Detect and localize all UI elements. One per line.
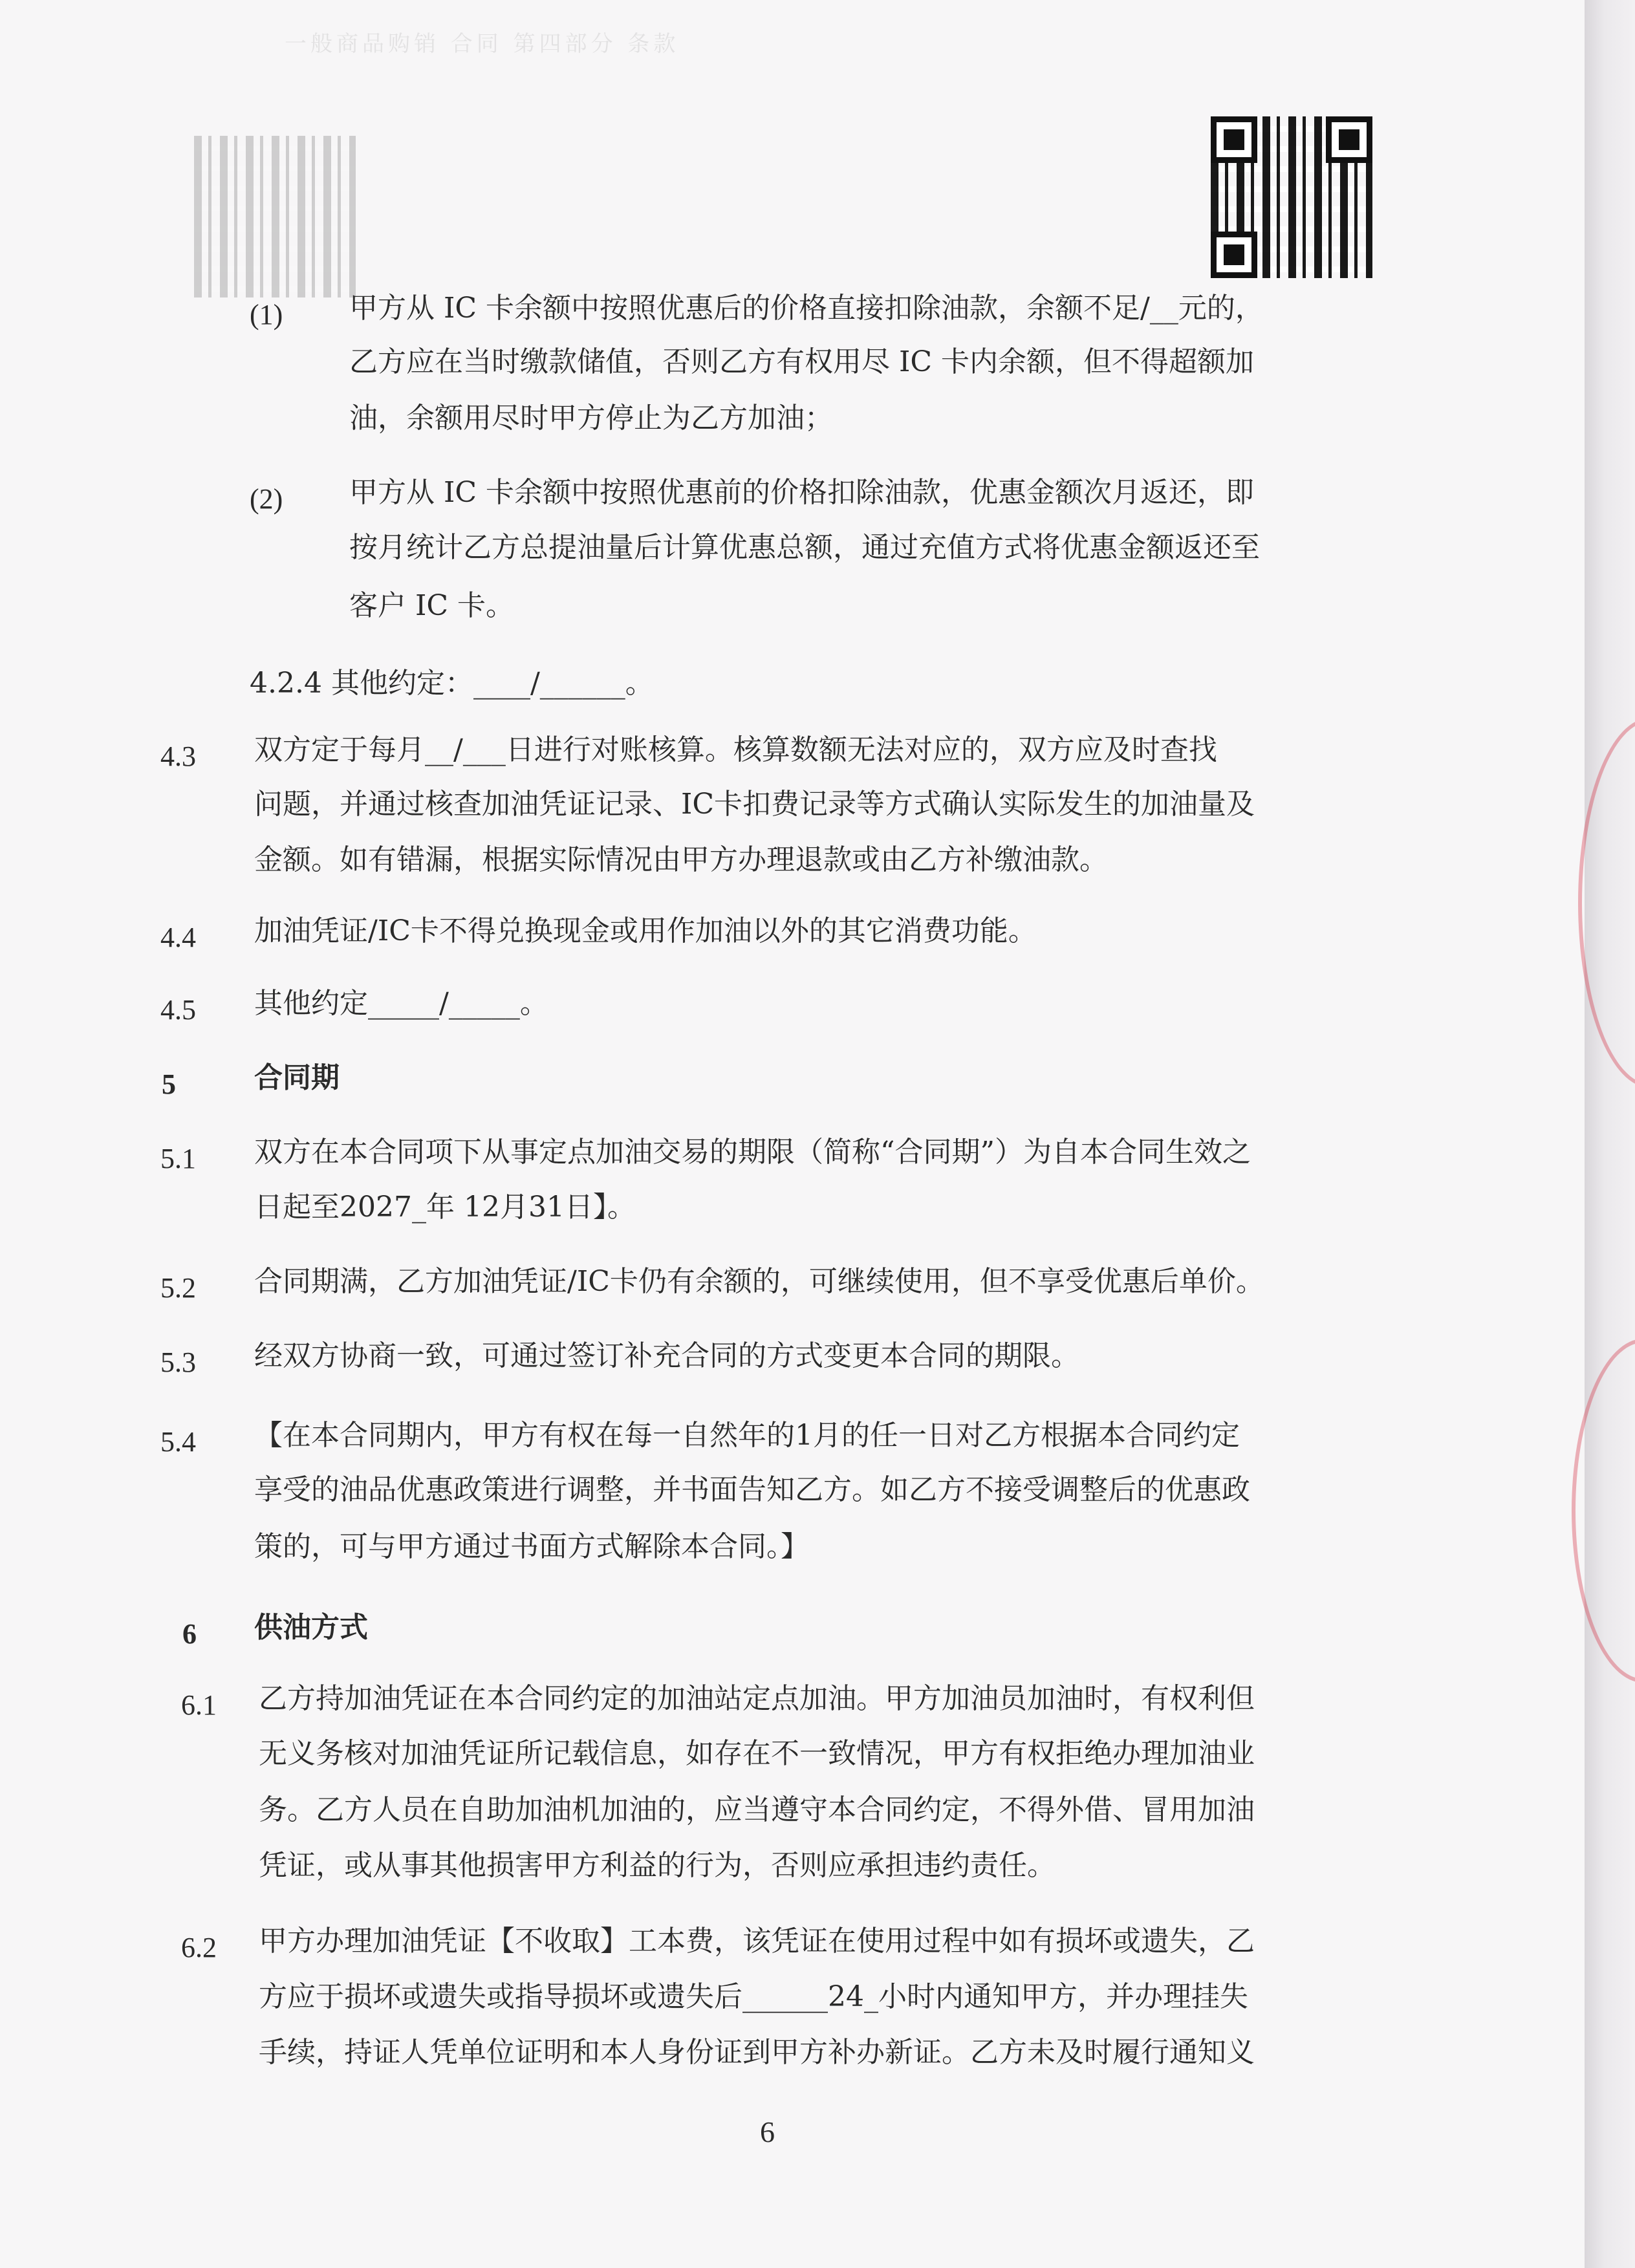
bleed-through-text: 一般商品购销 合同 第四部分 条款 bbox=[285, 31, 680, 57]
clause-number: 4.5 bbox=[160, 994, 196, 1026]
clause-number: 4.3 bbox=[160, 740, 196, 772]
clause-text: 4.2.4 其他约定：____/______。 bbox=[250, 667, 654, 700]
clause-text: 金额。如有错漏，根据实际情况由甲方办理退款或由乙方补缴油款。 bbox=[254, 843, 1108, 876]
clause-number: 5.3 bbox=[160, 1346, 196, 1378]
clause-text: 问题，并通过核查加油凭证记录、IC卡扣费记录等方式确认实际发生的加油量及 bbox=[254, 788, 1255, 821]
clause-number: 5.2 bbox=[160, 1272, 196, 1304]
clause-text: 日起至2027_年 12月31日】。 bbox=[254, 1191, 636, 1224]
section-title: 合同期 bbox=[254, 1061, 340, 1094]
clause-number: (1) bbox=[250, 299, 283, 330]
ghost-qr-code bbox=[194, 136, 356, 297]
qr-finder-pattern bbox=[1326, 116, 1372, 163]
clause-text: 客户 IC 卡。 bbox=[349, 589, 515, 622]
qr-finder-pattern bbox=[1211, 116, 1257, 163]
section-number: 6 bbox=[182, 1618, 197, 1650]
clause-number: 6.1 bbox=[181, 1689, 217, 1721]
clause-text: 策的，可与甲方通过书面方式解除本合同。】 bbox=[254, 1530, 809, 1563]
clause-text: 按月统计乙方总提油量后计算优惠总额，通过充值方式将优惠金额返还至 bbox=[349, 531, 1260, 564]
clause-text: 油，余额用尽时甲方停止为乙方加油； bbox=[349, 402, 833, 435]
clause-number: 6.2 bbox=[181, 1932, 217, 1963]
clause-text: 享受的油品优惠政策进行调整，并书面告知乙方。如乙方不接受调整后的优惠政 bbox=[254, 1473, 1250, 1506]
clause-text: 手续，持证人凭单位证明和本人身份证到甲方补办新证。乙方未及时履行通知义 bbox=[259, 2036, 1255, 2069]
section-title: 供油方式 bbox=[254, 1611, 368, 1644]
clause-text: 乙方持加油凭证在本合同约定的加油站定点加油。甲方加油员加油时，有权利但 bbox=[259, 1682, 1255, 1715]
clause-text: 务。乙方人员在自助加油机加油的，应当遵守本合同约定，不得外借、冒用加油 bbox=[259, 1793, 1255, 1826]
clause-text: 其他约定_____/_____。 bbox=[254, 987, 548, 1020]
clause-number: 5.1 bbox=[160, 1143, 196, 1174]
clause-text: 合同期满，乙方加油凭证/IC卡仍有余额的，可继续使用，但不享受优惠后单价。 bbox=[254, 1265, 1264, 1298]
clause-text: 甲方从 IC 卡余额中按照优惠后的价格直接扣除油款，余额不足/__元的， bbox=[349, 292, 1264, 325]
clause-text: 甲方从 IC 卡余额中按照优惠前的价格扣除油款，优惠金额次月返还，即 bbox=[349, 476, 1255, 509]
clause-number: (2) bbox=[250, 483, 283, 515]
clause-text: 方应于损坏或遗失或指导损坏或遗失后______24_小时内通知甲方，并办理挂失 bbox=[259, 1980, 1248, 2013]
section-number: 5 bbox=[162, 1068, 176, 1100]
qr-code bbox=[1211, 116, 1372, 278]
qr-finder-pattern bbox=[1211, 232, 1257, 278]
clause-text: 凭证，或从事其他损害甲方利益的行为，否则应承担违约责任。 bbox=[259, 1849, 1056, 1882]
clause-number: 4.4 bbox=[160, 922, 196, 953]
clause-number: 5.4 bbox=[160, 1426, 196, 1458]
clause-text: 【在本合同期内，甲方有权在每一自然年的1月的任一日对乙方根据本合同约定 bbox=[254, 1419, 1240, 1452]
clause-text: 双方在本合同项下从事定点加油交易的期限（简称“合同期”）为自本合同生效之 bbox=[254, 1136, 1251, 1169]
clause-text: 乙方应在当时缴款储值，否则乙方有权用尽 IC 卡内余额，但不得超额加 bbox=[349, 345, 1255, 378]
page-number: 6 bbox=[760, 2115, 775, 2148]
clause-text: 双方定于每月__/___日进行对账核算。核算数额无法对应的，双方应及时查找 bbox=[254, 733, 1217, 766]
clause-text: 加油凭证/IC卡不得兑换现金或用作加油以外的其它消费功能。 bbox=[254, 914, 1037, 947]
clause-text: 无义务核对加油凭证所记载信息，如存在不一致情况，甲方有权拒绝办理加油业 bbox=[259, 1737, 1255, 1770]
page-edge-shadow bbox=[1585, 0, 1635, 2268]
clause-text: 甲方办理加油凭证【不收取】工本费，该凭证在使用过程中如有损坏或遗失，乙 bbox=[259, 1925, 1255, 1958]
clause-text: 经双方协商一致，可通过签订补充合同的方式变更本合同的期限。 bbox=[254, 1339, 1079, 1372]
